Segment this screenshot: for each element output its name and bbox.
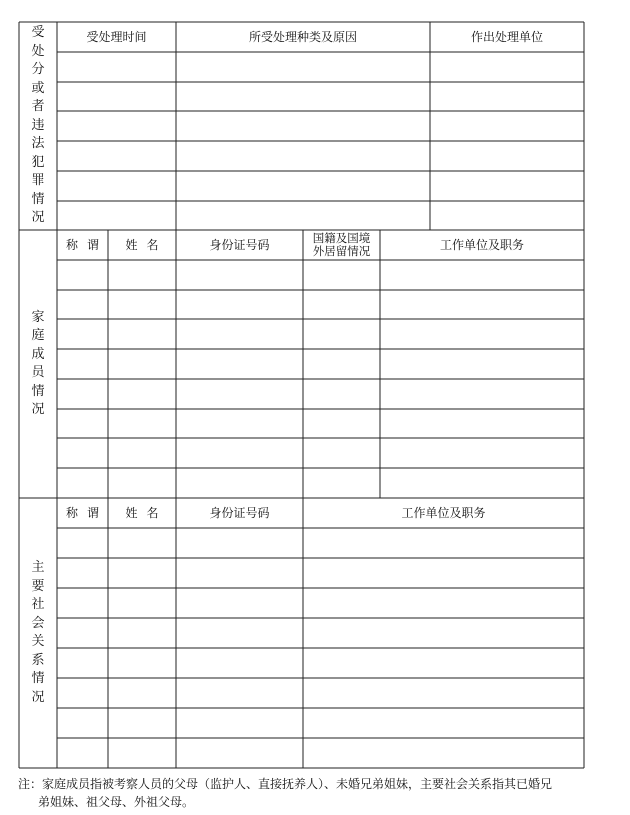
header-family-id-number: 身份证号码 (209, 238, 270, 252)
header-social-work: 工作单位及职务 (401, 506, 486, 520)
header-family-name: 姓名 (125, 238, 168, 252)
punishment-title-char: 违 (31, 117, 45, 133)
social-title-char: 况 (31, 689, 45, 705)
header-family-nationality (303, 230, 380, 260)
header-social-id-number: 身份证号码 (209, 506, 270, 520)
family-title-char: 庭 (31, 328, 45, 343)
social-title-char: 主 (31, 560, 45, 575)
header-family-relation: 称谓 (66, 238, 109, 252)
punishment-title-char: 罪 (31, 173, 45, 189)
header-punishment-unit: 作出处理单位 (470, 30, 543, 44)
header-social-relation: 称谓 (66, 506, 109, 520)
punishment-section-label (19, 22, 57, 230)
family-title-char: 况 (31, 402, 45, 417)
header-social-name: 姓名 (125, 506, 168, 520)
punishment-title-char: 犯 (31, 154, 45, 170)
family-title-char: 情 (31, 383, 45, 399)
punishment-title-char: 分 (31, 62, 45, 78)
family-title-char: 家 (31, 309, 45, 325)
punishment-title-char: 或 (31, 80, 45, 96)
header-punishment-type-reason: 所受处理种类及原因 (248, 30, 357, 44)
punishment-title-char: 况 (31, 210, 45, 226)
social-title-char: 情 (31, 671, 45, 686)
footnote-line2: 弟姐妹、祖父母、外祖父母。 (38, 795, 195, 809)
punishment-title-char: 受 (31, 25, 45, 41)
social-title-char: 关 (31, 634, 45, 649)
header-family-nationality-line2: 外居留情况 (312, 244, 371, 258)
social-section-label (19, 498, 57, 768)
punishment-title-char: 处 (31, 43, 45, 59)
header-family-work: 工作单位及职务 (439, 238, 524, 252)
header-punishment-time: 受处理时间 (86, 30, 147, 44)
social-title-char: 社 (31, 597, 45, 612)
punishment-title-char: 者 (31, 99, 45, 115)
footnote-line1: 注：家庭成员指被考察人员的父母（监护人、直接抚养人）、未婚兄弟姐妹，主要社会关系指其已婚兄 (18, 777, 553, 791)
social-title-char: 要 (31, 578, 45, 594)
social-title-char: 会 (31, 615, 45, 631)
footnote (18, 775, 603, 811)
family-section-label (19, 230, 57, 498)
family-title-char: 员 (31, 365, 45, 380)
social-title-char: 系 (31, 652, 45, 668)
header-family-nationality-line1: 国籍及国境 (312, 231, 371, 245)
punishment-title-char: 法 (31, 136, 45, 152)
punishment-title-char: 情 (31, 191, 45, 207)
family-title-char: 成 (31, 346, 45, 362)
